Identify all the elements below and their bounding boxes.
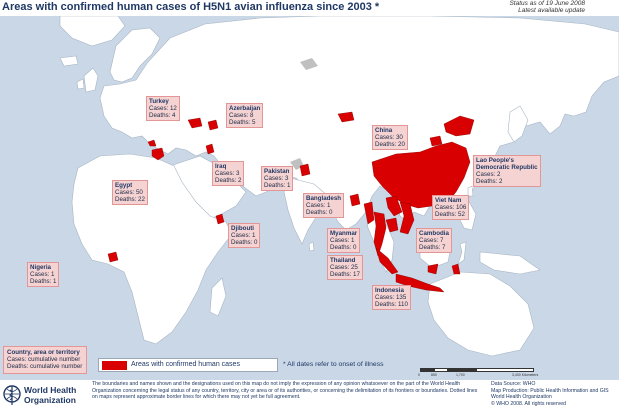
label-china: China Cases: 30 Deaths: 20 xyxy=(372,125,408,150)
credit-copyright: © WHO 2008. All rights reserved xyxy=(491,400,567,407)
legend-box-line-1: Cases: cumulative number xyxy=(7,356,81,363)
legend-key-label: Areas with confirmed human cases xyxy=(131,361,240,368)
status-line-2: Latest available update xyxy=(518,7,585,14)
scale-labels xyxy=(416,373,546,379)
disclaimer: The boundaries and names shown and the designations used on this map do not imply the expression of any opinion whatsoever on the part of the World Health Organization concerning the legal status of any country, territory, city or area or of its authorities, or concerning the delimitation of its frontiers or boundaries. Dotted lines on maps represent approximate border lines for which there may not yet be full agreement. xyxy=(92,381,478,401)
affected-pakistan xyxy=(300,164,310,176)
scale-tick-0: 0 xyxy=(418,373,420,377)
label-egypt: Egypt Cases: 50 Deaths: 22 xyxy=(112,180,148,205)
label-lao: Lao People's Democratic Republic Cases: 2 Deaths: 2 xyxy=(473,155,541,187)
who-logo-icon xyxy=(2,384,22,406)
legend-box-line-2: Deaths: cumulative number xyxy=(7,363,83,370)
map-title: Areas with confirmed human cases of H5N1 avian influenza since 2003 * xyxy=(2,1,380,13)
label-myanmar: Myanmar Cases: 1 Deaths: 0 xyxy=(327,228,360,253)
label-thailand: Thailand Cases: 25 Deaths: 17 xyxy=(327,255,363,280)
label-pakistan: Pakistan Cases: 3 Deaths: 1 xyxy=(261,166,293,191)
sri-lanka xyxy=(309,242,314,251)
status-date xyxy=(509,0,585,14)
legend-key xyxy=(98,358,278,372)
affected-indonesia-kalimantan xyxy=(428,264,438,274)
who-name: World Health Organization xyxy=(24,385,77,405)
onset-note: * All dates refer to onset of illness xyxy=(283,361,384,368)
affected-china-north xyxy=(430,136,442,146)
affected-swatch xyxy=(102,361,127,370)
label-azerbaijan: Azerbaijan Cases: 8 Deaths: 5 xyxy=(226,103,263,128)
affected-nigeria xyxy=(108,252,118,262)
affected-azerbaijan xyxy=(208,120,218,130)
title-bar xyxy=(0,0,619,17)
label-iraq: Iraq Cases: 3 Deaths: 2 xyxy=(212,161,244,186)
scale-bar xyxy=(420,368,534,372)
legend-box xyxy=(3,346,87,374)
credit-organization: World Health Organization xyxy=(491,394,552,401)
scale-tick-3: 3,400 Kilometers xyxy=(512,373,539,377)
scale-tick-1: 850 xyxy=(431,373,437,377)
legend-box-title: Country, area or territory xyxy=(7,349,80,356)
label-indonesia: Indonesia Cases: 135 Deaths: 110 xyxy=(372,285,411,310)
label-viet-nam: Viet Nam Cases: 106 Deaths: 52 xyxy=(432,195,469,220)
label-turkey: Turkey Cases: 12 Deaths: 4 xyxy=(146,96,180,121)
scale-tick-2: 1,700 xyxy=(456,373,465,377)
status-line-1: Status as of 19 June 2008 xyxy=(509,0,585,7)
affected-bangladesh xyxy=(350,194,360,206)
credit-data-source: Data Source: WHO xyxy=(491,381,536,387)
label-cambodia: Cambodia Cases: 7 Deaths: 7 xyxy=(416,228,452,253)
label-nigeria: Nigeria Cases: 1 Deaths: 1 xyxy=(27,262,59,287)
label-bangladesh: Bangladesh Cases: 1 Deaths: 0 xyxy=(303,193,344,218)
credit-map-production: Map Production: Public Health Information and GIS xyxy=(491,387,609,394)
label-djibouti: Djibouti Cases: 1 Deaths: 0 xyxy=(228,223,260,248)
footer xyxy=(0,380,619,416)
credits xyxy=(491,381,617,407)
